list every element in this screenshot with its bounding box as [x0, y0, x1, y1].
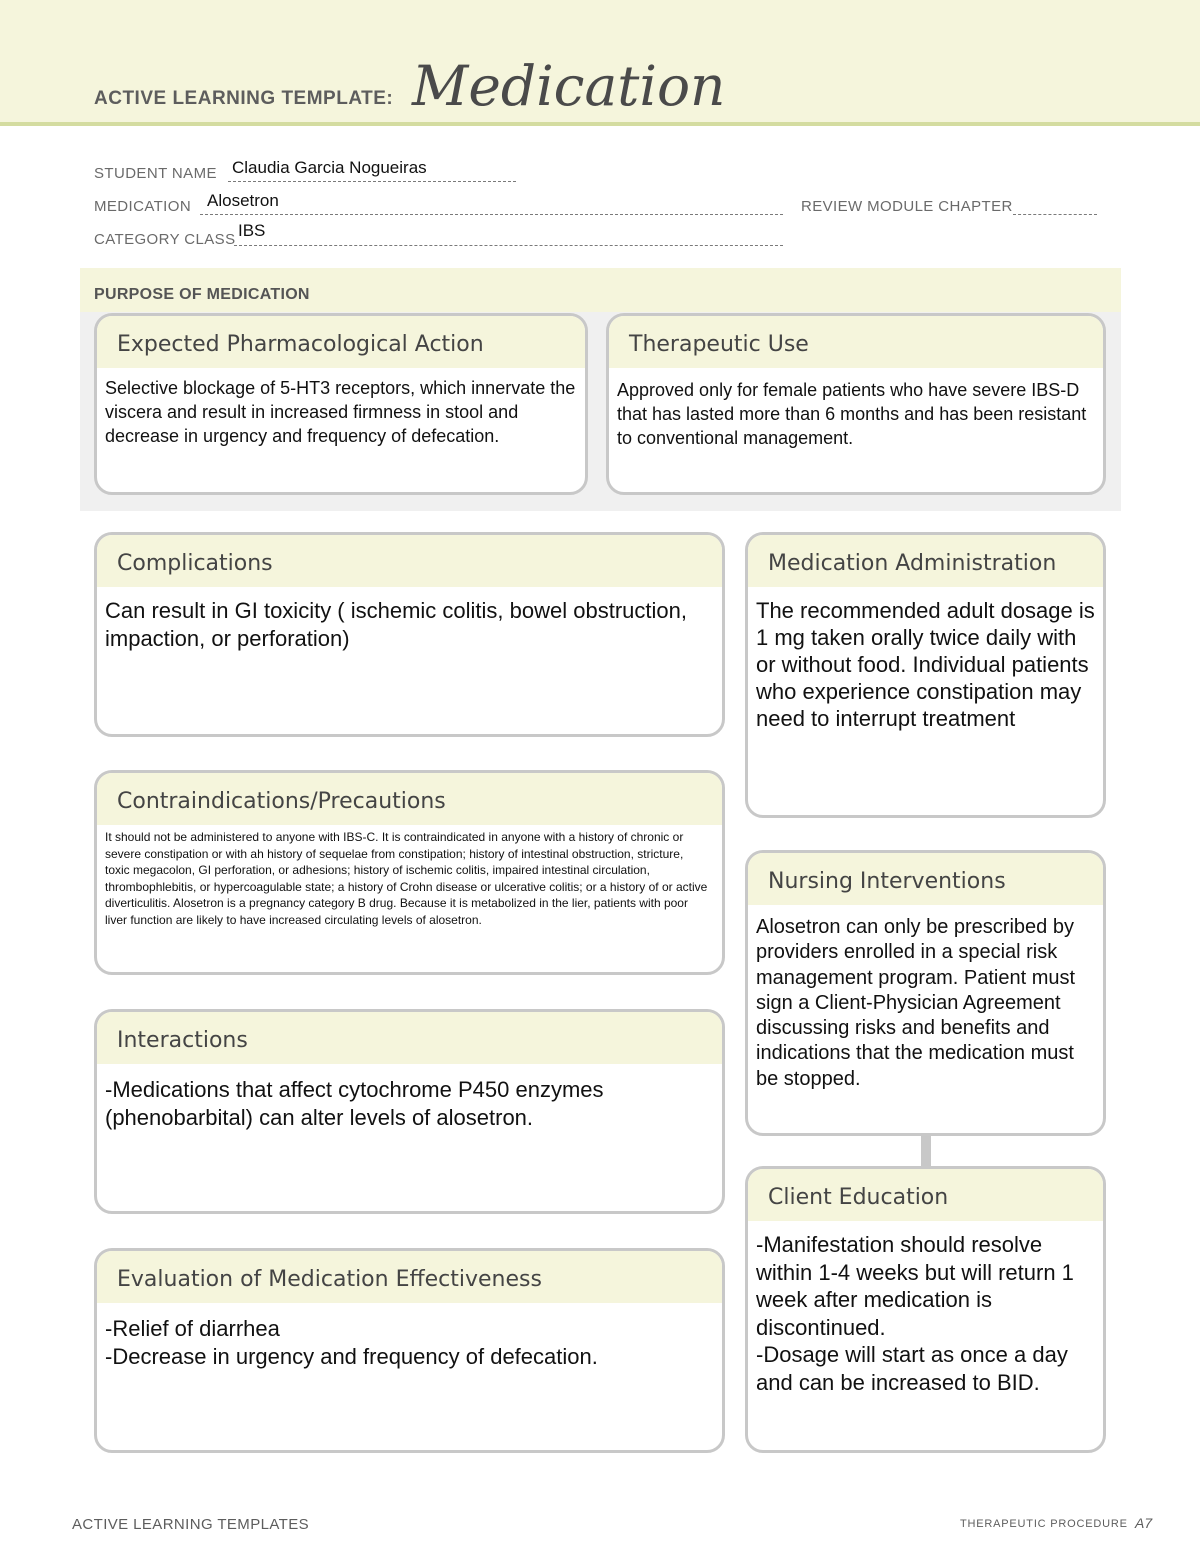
- student-name-value[interactable]: Claudia Garcia Nogueiras: [232, 158, 427, 177]
- client-education-line-1: -Manifestation should resolve within 1-4 weeks but will return 1 week after medication is discontinued.: [756, 1232, 1074, 1340]
- footer-procedure-label: THERAPEUTIC PROCEDURE: [960, 1518, 1128, 1530]
- client-education-heading: Client Education: [748, 1169, 1103, 1221]
- nursing-interventions-card: [745, 850, 1106, 1136]
- evaluation-card: [94, 1248, 725, 1453]
- contraindications-text[interactable]: It should not be administered to anyone with IBS-C. It is contraindicated in anyone with a history of chronic or severe constipation or with ah history of sequelae from constipation; history of intestinal obstruction, stricture, toxic megacolon, GI perforation, or adhesions; history of ischemic colitis, impaired intestinal circulation, thrombophlebitis, or hypercoagulable state; a history of Crohn disease or ulcerative colitis; or a history of or active diverticulitis. Alosetron is a pregnancy category B drug. Because it is metabolized in the lier, patients with poor liver function are likely to have increased circulating levels of alosetron.: [105, 830, 708, 927]
- medication-line: [200, 214, 783, 215]
- interactions-heading: Interactions: [97, 1012, 722, 1064]
- administration-heading: Medication Administration: [748, 535, 1103, 587]
- review-module-label: REVIEW MODULE CHAPTER: [801, 198, 1013, 215]
- administration-card: [745, 532, 1106, 818]
- connector-line: [921, 1135, 931, 1167]
- contraindications-heading: Contraindications/Precautions: [97, 773, 722, 825]
- client-education-line-2: -Dosage will start as once a day and can be increased to BID.: [756, 1342, 1068, 1395]
- evaluation-line-2: -Decrease in urgency and frequency of defecation.: [105, 1344, 598, 1369]
- contraindications-card: [94, 770, 725, 975]
- template-title: Medication: [412, 54, 726, 118]
- expected-action-card: [94, 313, 588, 495]
- complications-heading: Complications: [97, 535, 722, 587]
- nursing-interventions-heading: Nursing Interventions: [748, 853, 1103, 905]
- nursing-interventions-text[interactable]: Alosetron can only be prescribed by providers enrolled in a special risk management program. Patient must sign a Client-Physician Agreement discussing risks and benefits and indications that the medication must be stopped.: [756, 916, 1076, 1090]
- template-label: ACTIVE LEARNING TEMPLATE:: [94, 88, 394, 109]
- interactions-card: [94, 1009, 725, 1214]
- review-module-line: [1013, 214, 1097, 215]
- expected-action-text[interactable]: Selective blockage of 5-HT3 receptors, which innervate the viscera and result in increased firmness in stool and decrease in urgency and frequency of defecation.: [105, 378, 576, 446]
- category-class-label: CATEGORY CLASS: [94, 231, 236, 248]
- therapeutic-use-heading: Therapeutic Use: [609, 316, 1103, 368]
- medication-value[interactable]: Alosetron: [207, 191, 279, 210]
- purpose-title: PURPOSE OF MEDICATION: [94, 286, 310, 303]
- footer-page-number: A7: [1135, 1515, 1153, 1531]
- administration-text[interactable]: The recommended adult dosage is 1 mg taken orally twice daily with or without food. Individual patients who experience constipation may need to interrupt treatment: [756, 598, 1095, 731]
- expected-action-heading: Expected Pharmacological Action: [97, 316, 585, 368]
- student-name-label: STUDENT NAME: [94, 165, 217, 182]
- evaluation-body[interactable]: [97, 1303, 722, 1371]
- complications-card: [94, 532, 725, 737]
- footer-templates-label: ACTIVE LEARNING TEMPLATES: [72, 1516, 309, 1533]
- category-class-line: [234, 245, 783, 246]
- therapeutic-use-card: [606, 313, 1106, 495]
- evaluation-heading: Evaluation of Medication Effectiveness: [97, 1251, 722, 1303]
- therapeutic-use-text[interactable]: Approved only for female patients who have severe IBS-D that has lasted more than 6 months and has been resistant to conventional management.: [617, 380, 1087, 448]
- client-education-card: [745, 1166, 1106, 1453]
- category-class-value[interactable]: IBS: [238, 221, 266, 240]
- evaluation-line-1: -Relief of diarrhea: [105, 1316, 280, 1341]
- template-header: [0, 0, 1200, 126]
- client-education-body[interactable]: [748, 1221, 1103, 1396]
- complications-text[interactable]: Can result in GI toxicity ( ischemic colitis, bowel obstruction, impaction, or perforation): [105, 598, 687, 651]
- medication-label: MEDICATION: [94, 198, 192, 215]
- student-name-line: [228, 181, 516, 182]
- interactions-text[interactable]: -Medications that affect cytochrome P450 enzymes (phenobarbital) can alter levels of alosetron.: [105, 1077, 604, 1130]
